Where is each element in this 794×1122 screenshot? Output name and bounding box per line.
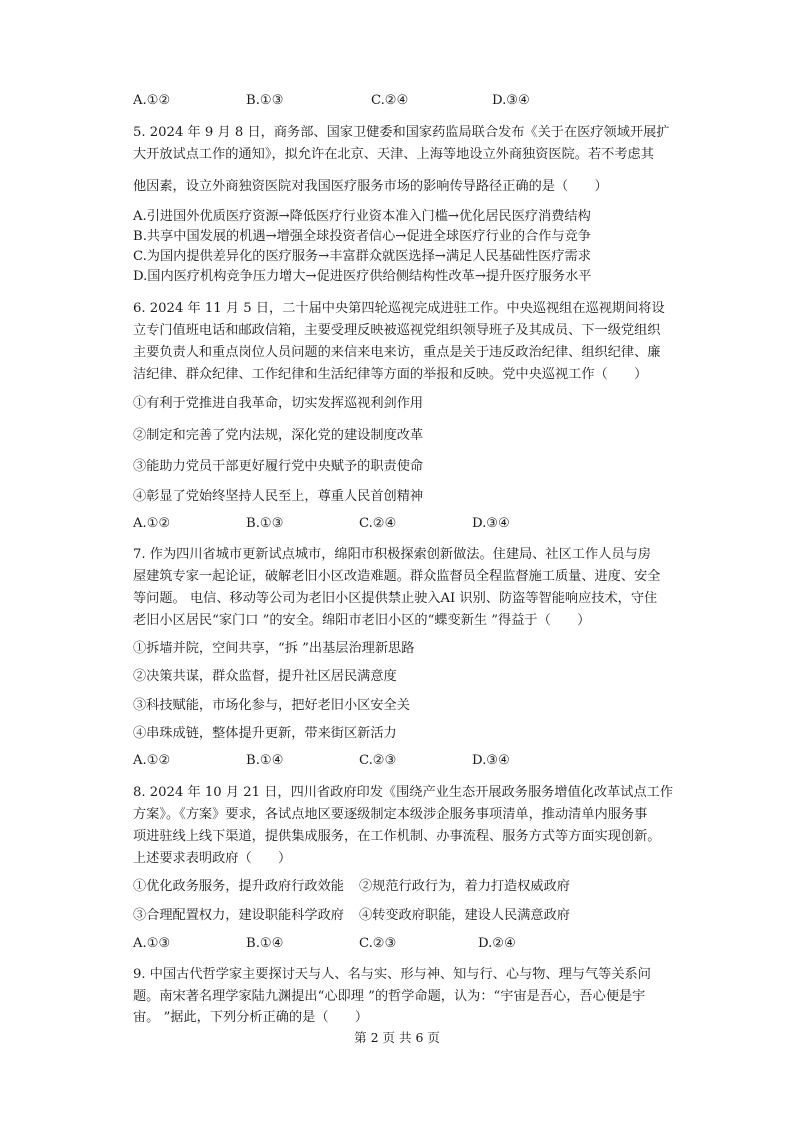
q6-stem-line-3: 主要负责人和重点岗位人员问题的来信来电来访，重点是关于违反政治纪律、组织纪律、廉 <box>133 345 661 360</box>
page-footer: 第 2 页 共 6 页 <box>354 1030 440 1045</box>
q4-option-c[interactable]: C.②④ <box>371 93 409 108</box>
q8-option-a[interactable]: A.①③ <box>133 936 171 951</box>
q5-stem-line-1: 5. 2024 年 9 月 8 日，商务部、国家卫健委和国家药监局联合发布《关于在医疗领域开展扩 <box>133 125 670 140</box>
q6-option-c[interactable]: C.②④ <box>359 516 397 531</box>
q7-option-a[interactable]: A.①② <box>133 753 171 768</box>
q8-statement-2: ②规范行政行为，着力打造权威政府 <box>359 879 570 894</box>
q8-option-c[interactable]: C.②③ <box>359 936 397 951</box>
q5-stem-line-3: 他因素，设立外商独资医院对我国医疗服务市场的影响传导路径正确的是（ ） <box>133 179 608 194</box>
q6-stem-line-1: 6. 2024 年 11 月 5 日，二十届中央第四轮巡视完成进驻工作。中央巡视组在巡视期间将设 <box>133 301 665 316</box>
q6-statement-3: ③能助力党员干部更好履行党中央赋予的职责使命 <box>133 459 424 474</box>
q6-statement-2: ②制定和完善了党内法规，深化党的建设制度改革 <box>133 428 424 443</box>
q9-stem-line-2: 题。南宋著名理学家陆九渊提出“心即理 ”的哲学命题，认为：“宇宙是吾心，吾心便是宇 <box>133 989 646 1004</box>
q7-statement-4: ④串珠成链，整体提升更新，带来街区新活力 <box>133 726 397 741</box>
q6-option-b[interactable]: B.①③ <box>246 516 284 531</box>
q7-stem-line-2: 屋建筑专家一起论证，破解老旧小区改造难题。群众监督员全程监督施工质量、进度、安全 <box>133 569 661 584</box>
q6-stem-line-4: 洁纪律、群众纪律、工作纪律和生活纪律等方面的举报和反映。党中央巡视工作（ ） <box>133 367 648 382</box>
q4-option-b[interactable]: B.①③ <box>246 93 284 108</box>
q8-statement-1: ①优化政务服务，提升政府行政效能 <box>133 879 344 894</box>
q8-stem-line-2: 方案》。《方案》要求，各试点地区要逐级制定本级涉企服务事项清单，推动清单内服务事 <box>133 807 648 822</box>
q4-option-d[interactable]: D.③④ <box>492 93 530 108</box>
q6-stem-line-2: 立专门值班电话和邮政信箱，主要受理反映被巡视党组织领导班子及其成员、下一级党组织 <box>133 323 661 338</box>
q6-statement-1: ①有利于党推进自我革命，切实发挥巡视利剑作用 <box>133 396 424 411</box>
q8-option-b[interactable]: B.①④ <box>246 936 284 951</box>
q7-stem-line-4: 老旧小区居民“家门口 ”的安全。绵阳市老旧小区的“蝶变新生 ”得益于（ ） <box>133 613 591 628</box>
q7-stem-line-3: 等问题。 电信、移动等公司为老旧小区提供禁止驶入AI 识别、防盗等智能响应技术，守住 <box>133 591 658 606</box>
q6-option-d[interactable]: D.③④ <box>472 516 510 531</box>
q5-option-a[interactable]: A.引进国外优质医疗资源→降低医疗行业资本准入门槛→优化居民医疗消费结构 <box>133 209 591 224</box>
q9-stem-line-1: 9. 中国古代哲学家主要探讨天与人、名与实、形与神、知与行、心与物、理与气等关系问 <box>133 967 651 982</box>
q4-option-a[interactable]: A.①② <box>133 93 171 108</box>
q8-stem-line-3: 项进驻线上线下渠道，提供集成服务，在工作机制、办事流程、服务方式等方面实现创新。 <box>133 829 661 844</box>
q8-stem-line-1: 8. 2024 年 10 月 21 日，四川省政府印发《围绕产业生态开展政务服务增值化改革试点工作 <box>133 785 674 800</box>
q7-option-d[interactable]: D.③④ <box>472 753 510 768</box>
q7-option-c[interactable]: C.②③ <box>359 753 397 768</box>
q7-statement-3: ③科技赋能，市场化参与，把好老旧小区安全关 <box>133 698 410 713</box>
q6-statement-4: ④彰显了党始终坚持人民至上，尊重人民首创精神 <box>133 489 424 504</box>
q7-statement-1: ①拆墙并院，空间共享，“拆 ”出基层治理新思路 <box>133 641 415 656</box>
q6-option-a[interactable]: A.①② <box>133 516 171 531</box>
q5-stem-line-2: 大开放试点工作的通知》，拟允许在北京、天津、上海等地设立外商独资医院。若不考虑其 <box>133 147 654 162</box>
q8-option-d[interactable]: D.②④ <box>478 936 516 951</box>
q8-statement-3: ③合理配置权力，建设职能科学政府 <box>133 908 344 923</box>
q8-stem-line-4: 上述要求表明政府（ ） <box>133 851 292 866</box>
q5-option-c[interactable]: C.为国内提供差异化的医疗服务→丰富群众就医选择→满足人民基础性医疗需求 <box>133 249 591 264</box>
q8-statement-4: ④转变政府职能，建设人民满意政府 <box>359 908 570 923</box>
q7-statement-2: ②决策共谋，群众监督，提升社区居民满意度 <box>133 669 397 684</box>
q7-option-b[interactable]: B.①④ <box>246 753 284 768</box>
q7-stem-line-1: 7. 作为四川省城市更新试点城市，绵阳市积极探索创新做法。住建局、社区工作人员与房 <box>133 547 651 562</box>
q9-stem-line-3: 宙。 ”据此，下列分析正确的是（ ） <box>133 1010 369 1025</box>
q5-option-b[interactable]: B.共享中国发展的机遇→增强全球投资者信心→促进全球医疗行业的合作与竞争 <box>133 229 591 244</box>
q5-option-d[interactable]: D.国内医疗机构竞争压力增大→促进医疗供给侧结构性改革→提升医疗服务水平 <box>133 269 592 284</box>
